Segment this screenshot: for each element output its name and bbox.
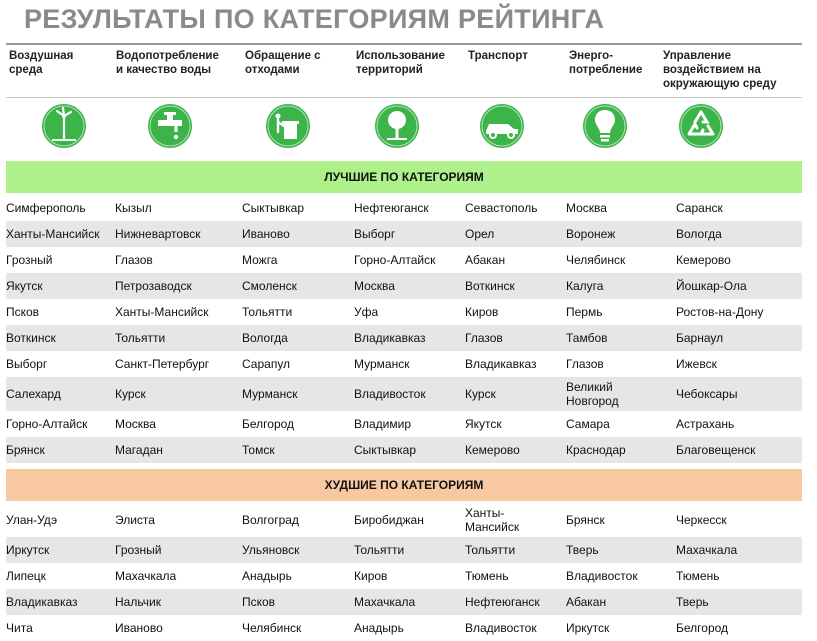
table-cell: Курск	[465, 387, 496, 401]
table-cell: Анадырь	[354, 621, 404, 635]
table-row	[6, 247, 802, 273]
table-cell: Киров	[354, 569, 388, 583]
table-cell: Черкесск	[676, 513, 727, 527]
table-cell: Самара	[566, 417, 610, 431]
category-header: Водопотребление и качество воды	[116, 50, 219, 76]
table-cell: Симферополь	[6, 201, 86, 215]
table-cell: Горно-Алтайск	[354, 253, 436, 267]
table-cell: Псков	[6, 305, 40, 319]
table-cell: Воткинск	[6, 331, 56, 345]
table-cell: Элиста	[115, 513, 155, 527]
table-cell: Якутск	[465, 417, 502, 431]
car-icon	[478, 102, 526, 150]
table-cell: Москва	[115, 417, 156, 431]
table-row	[6, 537, 802, 563]
table-cell: Иваново	[242, 227, 290, 241]
category-header: Энерго- потребление	[569, 50, 643, 76]
table-cell: Тюмень	[676, 569, 720, 583]
light-bulb-icon	[581, 102, 629, 150]
table-cell: Благовещенск	[676, 443, 756, 457]
table-cell: Орел	[465, 227, 495, 241]
table-cell: Мурманск	[354, 357, 410, 371]
table-cell: Воткинск	[465, 279, 515, 293]
table-row	[6, 437, 802, 463]
table-cell: Владивосток	[566, 569, 638, 583]
page-title: РЕЗУЛЬТАТЫ ПО КАТЕГОРИЯМ РЕЙТИНГА	[24, 4, 605, 34]
table-cell: Выборг	[6, 357, 48, 371]
table-cell: Курск	[115, 387, 146, 401]
table-cell: Ханты-Мансийск	[115, 305, 209, 319]
table-cell: Владимир	[354, 417, 412, 431]
table-cell: Горно-Алтайск	[6, 417, 88, 431]
table-cell: Сарапул	[242, 357, 291, 371]
table-cell: Кызыл	[115, 201, 152, 215]
table-row	[6, 273, 802, 299]
table-cell: Великий Новгород	[566, 380, 619, 408]
table-cell: Иркутск	[6, 543, 50, 557]
table-cell: Мурманск	[242, 387, 298, 401]
table-cell: Владикавказ	[465, 357, 537, 371]
table-cell: Севастополь	[465, 201, 538, 215]
table-cell: Псков	[242, 595, 276, 609]
table-row	[6, 351, 802, 377]
table-cell: Махачкала	[354, 595, 416, 609]
table-cell: Брянск	[6, 443, 45, 457]
table-cell: Челябинск	[242, 621, 302, 635]
table-cell: Калуга	[566, 279, 604, 293]
best-section-band	[6, 161, 802, 193]
table-cell: Выборг	[354, 227, 396, 241]
table-cell: Глазов	[465, 331, 503, 345]
table-cell: Чита	[6, 621, 33, 635]
table-cell: Волгоград	[242, 513, 299, 527]
table-cell: Ханты- Мансийск	[465, 506, 520, 534]
table-cell: Липецк	[6, 569, 46, 583]
table-cell: Тамбов	[566, 331, 608, 345]
table-cell: Махачкала	[676, 543, 738, 557]
table-cell: Саранск	[676, 201, 723, 215]
table-cell: Москва	[566, 201, 607, 215]
table-cell: Абакан	[566, 595, 607, 609]
table-cell: Махачкала	[115, 569, 177, 583]
table-cell: Нефтеюганск	[465, 595, 540, 609]
table-row	[6, 503, 802, 537]
table-cell: Киров	[465, 305, 499, 319]
table-cell: Анадырь	[242, 569, 292, 583]
table-cell: Ижевск	[676, 357, 717, 371]
table-cell: Глазов	[566, 357, 604, 371]
table-cell: Ханты-Мансийск	[6, 227, 100, 241]
table-row	[6, 299, 802, 325]
category-header: Использование территорий	[356, 50, 445, 76]
table-cell: Барнаул	[676, 331, 724, 345]
worst-section-label: ХУДШИЕ ПО КАТЕГОРИЯМ	[324, 478, 484, 492]
table-cell: Челябинск	[566, 253, 626, 267]
table-cell: Ульяновск	[242, 543, 300, 557]
table-cell: Краснодар	[566, 443, 626, 457]
table-cell: Санкт-Петербург	[115, 357, 210, 371]
table-cell: Астрахань	[676, 417, 735, 431]
table-cell: Грозный	[115, 543, 162, 557]
table-cell: Абакан	[465, 253, 506, 267]
table-cell: Тольятти	[354, 543, 405, 557]
table-cell: Петрозаводск	[115, 279, 192, 293]
table-cell: Грозный	[6, 253, 53, 267]
table-cell: Можга	[242, 253, 278, 267]
table-cell: Тюмень	[465, 569, 509, 583]
table-cell: Биробиджан	[354, 513, 424, 527]
table-cell: Нальчик	[115, 595, 161, 609]
table-cell: Брянск	[566, 513, 605, 527]
table-cell: Смоленск	[242, 279, 297, 293]
table-cell: Пермь	[566, 305, 603, 319]
table-cell: Тверь	[566, 543, 599, 557]
table-row	[6, 377, 802, 411]
table-row	[6, 615, 802, 641]
table-cell: Тверь	[676, 595, 709, 609]
table-cell: Владикавказ	[354, 331, 426, 345]
table-row	[6, 325, 802, 351]
table-cell: Москва	[354, 279, 395, 293]
recycle-icon	[677, 102, 725, 150]
table-cell: Вологда	[676, 227, 722, 241]
table-cell: Иваново	[115, 621, 163, 635]
table-cell: Белгород	[242, 417, 295, 431]
category-header: Транспорт	[468, 50, 528, 62]
table-cell: Белгород	[676, 621, 729, 635]
category-header: Обращение с отходами	[245, 50, 321, 76]
tree-icon	[373, 102, 421, 150]
table-cell: Нефтеюганск	[354, 201, 429, 215]
table-cell: Тольятти	[465, 543, 516, 557]
best-section-label: ЛУЧШИЕ ПО КАТЕГОРИЯМ	[324, 170, 484, 184]
table-cell: Ростов-на-Дону	[676, 305, 764, 319]
worst-section-band	[6, 469, 802, 501]
table-cell: Тольятти	[115, 331, 166, 345]
table-row	[6, 563, 802, 589]
table-cell: Томск	[242, 443, 275, 457]
table-cell: Владикавказ	[6, 595, 78, 609]
table-row	[6, 411, 802, 437]
table-cell: Тольятти	[242, 305, 293, 319]
table-cell: Уфа	[354, 305, 379, 319]
table-cell: Йошкар-Ола	[676, 279, 747, 293]
header-divider	[6, 97, 802, 98]
table-cell: Воронеж	[566, 227, 616, 241]
table-cell: Нижневартовск	[115, 227, 201, 241]
table-cell: Якутск	[6, 279, 43, 293]
table-row	[6, 195, 802, 221]
table-cell: Владивосток	[465, 621, 537, 635]
table-cell: Магадан	[115, 443, 163, 457]
table-row	[6, 589, 802, 615]
title-divider	[6, 43, 802, 45]
table-cell: Кемерово	[676, 253, 731, 267]
category-header: Управление воздействием на окружающую среду	[663, 50, 777, 90]
category-header: Воздушная среда	[9, 50, 74, 76]
water-tap-icon	[146, 102, 194, 150]
table-cell: Вологда	[242, 331, 288, 345]
table-cell: Глазов	[115, 253, 153, 267]
table-cell: Салехард	[6, 387, 61, 401]
table-cell: Чебоксары	[676, 387, 738, 401]
table-cell: Сыктывкар	[354, 443, 417, 457]
table-cell: Иркутск	[566, 621, 610, 635]
table-cell: Улан-Удэ	[6, 513, 58, 527]
table-cell: Сыктывкар	[242, 201, 305, 215]
table-row	[6, 221, 802, 247]
table-cell: Владивосток	[354, 387, 426, 401]
table-cell: Кемерово	[465, 443, 520, 457]
wind-turbine-icon	[40, 102, 88, 150]
trash-bin-icon	[264, 102, 312, 150]
